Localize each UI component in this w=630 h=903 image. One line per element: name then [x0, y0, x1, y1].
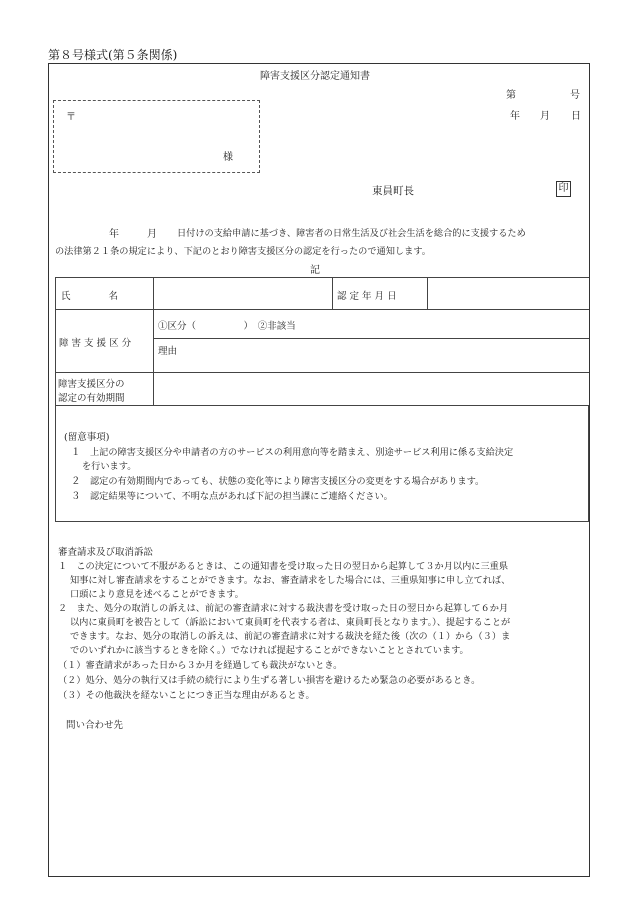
notes-rule-left [55, 405, 56, 521]
seal-stamp: 印 [556, 181, 571, 197]
validity-label-1: 障害支援区分の [58, 379, 125, 390]
note-2-line-1: 認定の有効期間内であっても、状態の変化等により障害支援区分の変更をする場合があります。 [90, 476, 485, 487]
issuer-name: 東員町長 [372, 185, 414, 197]
table-rule-left [55, 277, 56, 405]
appeal-line: １ この決定について不服があるときは、この通知書を受け取った日の翌日から起算して３か月以内に三重県 [58, 561, 509, 572]
cert-date-label: 認 定 年 月 日 [337, 291, 397, 302]
table-rule-col2 [332, 277, 333, 309]
name-label: 氏 名 [61, 291, 119, 302]
honorific-sama: 様 [223, 152, 233, 163]
table-rule-row3 [55, 405, 589, 406]
intro-year: 年 [109, 229, 119, 240]
note-3-line-1: 認定結果等について、不明な点があれば下記の担当課にご連絡ください。 [90, 491, 393, 502]
number-suffix: 号 [570, 90, 580, 101]
intro-line-1: 日付けの支給申請に基づき、障害者の日常生活及び社会生活を総合的に支援するため [177, 228, 526, 239]
notes-rule-right [588, 405, 589, 521]
table-rule-col3 [427, 277, 428, 309]
category-label: 障 害 支 援 区 分 [59, 338, 132, 349]
form-number-label: 第８号様式(第５条関係) [48, 48, 178, 62]
notes-heading: (留意事項) [64, 432, 110, 443]
table-rule-row2 [55, 372, 589, 373]
document-title: 障害支援区分認定通知書 [260, 71, 370, 82]
reason-label: 理由 [158, 346, 178, 357]
category-options: ①区分（ ） ②非該当 [158, 321, 296, 332]
postal-mark: 〒 [66, 112, 76, 123]
table-rule-col1 [153, 277, 154, 405]
appeal-heading: 審査請求及び取消訴訟 [58, 547, 154, 558]
intro-line-2: の法律第２１条の規定により、下記のとおり障害支援区分の認定を行ったので通知します。 [55, 246, 431, 257]
date-year: 年 [510, 111, 520, 122]
note-1-line-1: 上記の障害支援区分や申請者の方のサービスの利用意向等を踏まえ、別途サービス利用に係る支給決定 [90, 447, 514, 458]
note-1-num: １ [71, 447, 81, 458]
table-rule-top [55, 277, 589, 278]
validity-label-2: 認定の有効期間 [58, 393, 125, 404]
number-prefix: 第 [506, 90, 516, 101]
appeal-line: （３）その他裁決を経ないことにつき正当な理由があるとき。 [58, 690, 315, 701]
appeal-line: 口頭により意見を述べることができます。 [70, 589, 244, 600]
date-month: 月 [540, 111, 550, 122]
appeal-line: （１）審査請求があった日から３か月を経過しても裁決がないとき。 [58, 660, 343, 671]
note-1-line-2: を行います。 [82, 461, 137, 472]
intro-month: 月 [147, 229, 157, 240]
table-rule-row1 [55, 309, 589, 310]
appeal-line: （２）処分、処分の執行又は手続の続行により生ずる著しい損害を避けるため緊急の必要があるとき。 [58, 675, 481, 686]
appeal-line: 以内に東員町を被告として（訴訟において東員町を代表する者は、東員町長となります。）、提起することが [70, 617, 511, 628]
appeal-line: ２ また、処分の取消しの訴えは、前記の審査請求に対する裁決書を受け取った日の翌日から起算して６か月 [58, 603, 509, 614]
appeal-line: できます。なお、処分の取消しの訴えは、前記の審査請求に対する裁決を経た後（次の（１）から（３）ま [70, 631, 511, 642]
appeal-line: でのいずれかに該当するときを除く。）でなければ提起することができないこととされています。 [70, 645, 469, 656]
note-3-num: ３ [71, 491, 81, 502]
contact-label: 問い合わせ先 [66, 720, 124, 731]
appeal-line: 知事に対し審査請求をすることができます。なお、審査請求をした場合には、三重県知事に申し立てれば、 [70, 575, 511, 586]
table-rule-row2a [153, 338, 589, 339]
notes-rule-bottom [55, 521, 589, 522]
date-day: 日 [571, 111, 581, 122]
record-mark: 記 [310, 265, 320, 276]
note-2-num: ２ [71, 476, 81, 487]
